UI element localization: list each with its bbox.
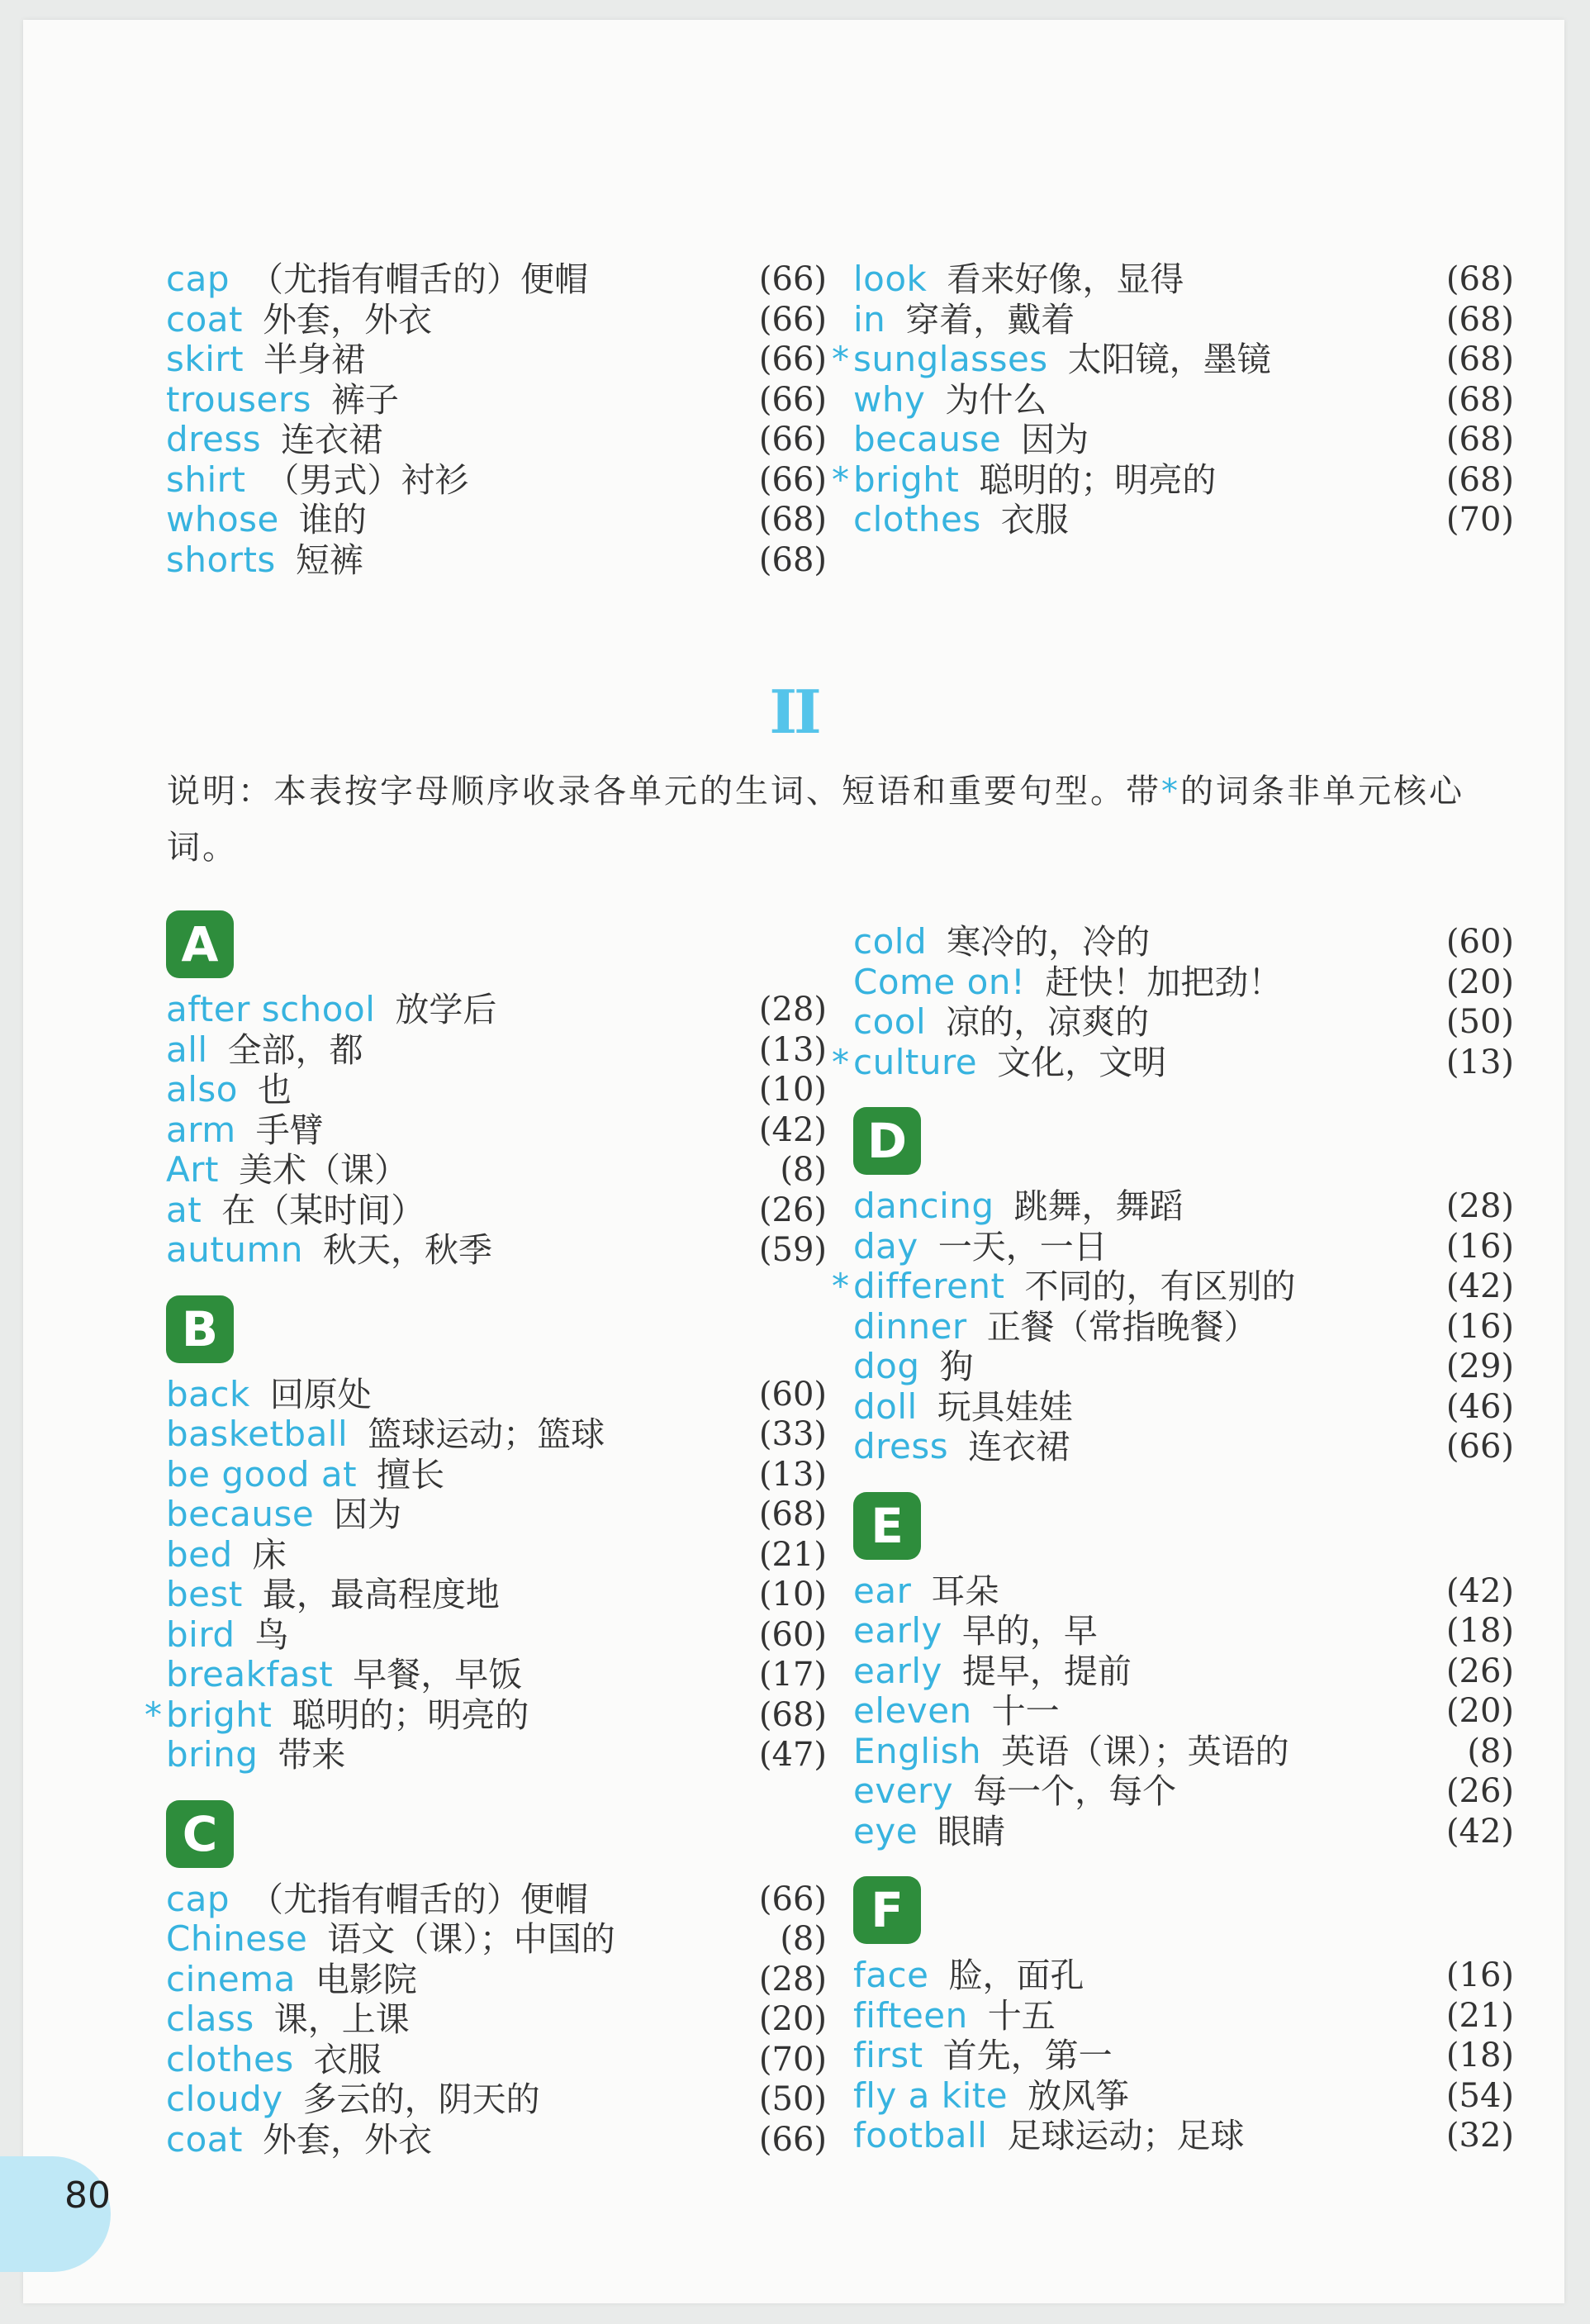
chinese-meaning: 聪明的；明亮的 [292,1694,529,1735]
page-ref: (68) [1445,260,1514,298]
page-ref: (66) [758,2120,827,2159]
chinese-meaning: 聪明的；明亮的 [979,459,1217,500]
english-term: bed [166,1533,233,1575]
note-text-before: 说明：本表按字母顺序收录各单元的生词、短语和重要句型。带 [167,772,1161,810]
english-term: bring [166,1734,259,1775]
page-ref: (8) [780,1151,827,1189]
letter-badge: F [853,1876,921,1944]
page-ref: (70) [758,2040,827,2079]
page-ref: (46) [1445,1387,1514,1426]
entry-row [166,1495,827,1535]
chinese-meaning: 十一 [991,1691,1060,1731]
chinese-meaning: 凉的，凉爽的 [946,1002,1150,1042]
english-term: dress [853,1426,949,1466]
page-ref: (68) [1445,340,1514,378]
entry-row [166,1615,827,1656]
page-ref: (59) [758,1231,827,1269]
page-ref: (18) [1445,1612,1514,1650]
entry-row [166,380,827,421]
english-term: sunglasses [853,339,1048,379]
english-term: Come on! [853,961,1026,1002]
section-gap [853,1467,1514,1492]
english-term: English [853,1730,982,1771]
entry-row [166,1375,827,1415]
letter-badge: C [166,1800,234,1868]
chinese-meaning: 床 [252,1534,287,1575]
entry-row [166,1960,827,2000]
chinese-meaning: （尤指有帽舌的）便帽 [249,259,588,299]
chinese-meaning: （男式）衬衫 [265,459,469,500]
english-term: dinner [853,1305,967,1347]
page-ref: (21) [758,1535,827,1574]
note-asterisk: * [1161,772,1180,810]
english-term: bright [166,1694,273,1735]
page-ref: (16) [1445,1227,1514,1266]
english-term: cool [853,1001,927,1042]
chinese-meaning: 十五 [987,1995,1056,2036]
english-term: after school [166,989,376,1029]
english-term: whose [166,499,279,539]
chinese-meaning: 连衣裙 [968,1427,1070,1466]
english-term: doll [853,1385,918,1427]
page-number: 80 [64,2174,111,2217]
page-ref: (68) [1445,421,1514,459]
english-term: because [166,1494,315,1534]
chinese-meaning: 足球运动；足球 [1007,2116,1245,2155]
english-term: be good at [166,1453,358,1495]
english-term: every [853,1770,954,1811]
page-ref: (26) [758,1191,827,1229]
english-term: coat [166,2118,243,2160]
english-term: first [853,2035,923,2075]
english-term: cinema [166,1958,296,1999]
english-term: dancing [853,1186,994,1226]
page-ref: (26) [1445,1772,1514,1810]
letter-badge: B [166,1295,234,1363]
page-ref: (32) [1445,2117,1514,2155]
page-ref: (60) [758,1375,827,1414]
english-term: day [853,1225,918,1267]
page-ref: (13) [1445,1043,1514,1081]
page-ref: (20) [758,2000,827,2038]
entry-row [166,420,827,460]
section-gap [166,1775,827,1800]
entry-row [166,1880,827,1920]
page-ref: (21) [1445,1996,1514,2035]
letter-badge: E [853,1492,921,1560]
entry-row [853,380,1514,421]
entry-row [853,1996,1514,2036]
page-ref: (42) [1445,1571,1514,1610]
chinese-meaning: 耳朵 [931,1571,999,1611]
english-term: arm [166,1109,236,1150]
entry-row [166,1030,827,1071]
page-ref: (66) [758,421,827,459]
entry-row [166,540,827,581]
page-ref: (66) [758,300,827,339]
chinese-meaning: 回原处 [269,1374,372,1414]
english-term: Chinese [166,1918,308,1959]
entry-row [166,1575,827,1615]
chinese-meaning: 脸，面孔 [948,1956,1085,1995]
chinese-meaning: 首先，第一 [942,2036,1113,2075]
entry-row [853,1307,1514,1347]
page-ref: (10) [758,1071,827,1109]
entry-row [853,1691,1514,1732]
section-gap [853,1851,1514,1876]
page-ref: (13) [758,1455,827,1494]
entry-row [166,2079,827,2120]
top-right-column [832,259,1514,540]
english-term: fly a kite [853,2074,1009,2116]
page-ref: (42) [758,1110,827,1149]
entry-row [853,1611,1514,1652]
letter-badge: A [166,910,234,978]
page-ref: (29) [1445,1347,1514,1385]
page-ref: (70) [1445,501,1514,539]
chinese-meaning: 狗 [939,1347,974,1386]
page-ref: (66) [758,340,827,378]
entry-row [166,2040,827,2080]
entry-row [853,1652,1514,1692]
page-ref: (18) [1445,2036,1514,2074]
english-term: coat [166,298,243,340]
chinese-meaning: 鸟 [254,1614,289,1655]
page-ref: (28) [758,991,827,1029]
page-ref: (50) [758,2080,827,2118]
english-term: class [166,1998,254,2039]
english-term: culture [853,1041,978,1082]
chinese-meaning: 眼睛 [937,1811,1006,1851]
chinese-meaning: 手臂 [255,1110,324,1150]
english-term: because [853,419,1002,459]
entry-row [853,1956,1514,1996]
lower-right-column [832,921,1514,2156]
entry-row [853,2116,1514,2156]
entry-row [166,1414,827,1455]
chinese-meaning: 语文（课）；中国的 [327,1919,615,1959]
page-ref: (68) [758,540,827,579]
page-ref: (13) [758,1030,827,1069]
chinese-meaning: 裤子 [331,379,399,420]
page-ref: (16) [1445,1956,1514,1994]
entry-row [853,300,1514,340]
english-term: at [166,1189,202,1230]
chinese-meaning: 不同的，有区别的 [1024,1267,1296,1306]
chinese-meaning: 在（某时间） [221,1190,425,1230]
english-term: ear [853,1570,912,1611]
chinese-meaning: 课，上课 [273,1999,410,2039]
section-numeral: II [769,677,819,747]
chinese-meaning: 提早，提前 [961,1651,1132,1691]
english-term: eye [853,1810,918,1851]
page-ref: (66) [758,260,827,298]
english-term: bright [853,459,960,500]
chinese-meaning: 外套，外衣 [263,2119,432,2160]
entry-row [166,1655,827,1695]
chinese-meaning: 太阳镜，墨镜 [1067,340,1271,379]
asterisk-mark: * [832,339,849,379]
english-term: shorts [166,539,276,580]
english-term: cloudy [166,2079,283,2119]
english-term: in [853,298,886,340]
top-left-column [166,259,827,580]
chinese-meaning: 因为 [1021,420,1089,459]
english-term: back [166,1373,250,1414]
english-term: face [853,1955,929,1995]
entry-row [853,962,1514,1003]
page-ref: (66) [758,380,827,419]
chinese-meaning: 寒冷的，冷的 [947,922,1151,962]
chinese-meaning: 早餐，早饭 [353,1655,523,1694]
entry-row [166,1535,827,1575]
chinese-meaning: 短裤 [295,539,363,580]
chinese-meaning: 连衣裙 [281,420,383,459]
english-term: skirt [166,339,244,379]
chinese-meaning: 衣服 [1000,500,1069,539]
entry-row [166,259,827,300]
entry-row [166,340,827,380]
entry-row [853,1387,1514,1428]
chinese-meaning: 正餐（常指晚餐） [986,1306,1258,1347]
english-term: look [853,259,928,299]
entry-row [832,339,1514,380]
page-ref: (68) [758,1495,827,1533]
entry-row [853,1002,1514,1043]
chinese-meaning: 英语（课）；英语的 [1001,1731,1289,1771]
entry-row [166,1191,827,1231]
entry-row [853,2036,1514,2076]
page-ref: (68) [1445,380,1514,419]
chinese-meaning: 半身裙 [263,340,366,379]
entry-row [832,1266,1514,1307]
english-term: autumn [166,1229,303,1270]
page-ref: (16) [1445,1307,1514,1346]
chinese-meaning: 赶快！加把劲！ [1045,962,1283,1002]
english-term: dress [166,419,262,459]
asterisk-mark: * [832,1041,849,1082]
english-term: basketball [166,1414,349,1454]
note-text-after: 的词条非单元核心词。 [167,772,1464,867]
english-term: football [853,2115,988,2155]
entry-row [853,259,1514,300]
english-term: clothes [166,2038,294,2079]
chinese-meaning: 最，最高程度地 [262,1575,500,1614]
entry-row [166,1150,827,1191]
entry-row [166,460,827,501]
entry-row [166,990,827,1030]
english-term: why [853,378,926,420]
chinese-meaning: 穿着，戴着 [905,299,1075,340]
asterisk-mark: * [145,1694,162,1735]
english-term: bird [166,1613,235,1655]
page-ref: (8) [780,1920,827,1958]
entry-row [853,1347,1514,1387]
asterisk-mark: * [832,1266,849,1306]
chinese-meaning: 秋天，秋季 [322,1230,492,1270]
lower-left-column [145,910,827,2160]
english-term: cap [166,1878,230,1919]
chinese-meaning: 带来 [278,1735,346,1775]
entry-row [832,459,1514,501]
note [167,763,1521,876]
english-term: fifteen [853,1994,968,2036]
chinese-meaning: 外套，外衣 [263,299,432,340]
chinese-meaning: 每一个，每个 [973,1771,1177,1811]
chinese-meaning: 跳舞，舞蹈 [1013,1186,1184,1226]
page-ref: (20) [1445,962,1514,1001]
chinese-meaning: 电影院 [315,1959,417,1999]
section-gap [166,1271,827,1295]
entry-row [166,1110,827,1151]
chinese-meaning: （尤指有帽舌的）便帽 [249,1879,588,1919]
entry-row [853,420,1514,460]
chinese-meaning: 为什么 [945,379,1047,420]
chinese-meaning: 谁的 [298,500,367,539]
entry-row [145,1694,827,1736]
page-ref: (42) [1445,1812,1514,1851]
chinese-meaning: 全部，都 [227,1029,363,1070]
entry-row [166,1919,827,1960]
entry-row [166,500,827,540]
chinese-meaning: 文化，文明 [997,1042,1167,1082]
asterisk-mark: * [832,459,849,500]
entry-row [166,1070,827,1110]
entry-row [853,1571,1514,1612]
entry-row [853,922,1514,962]
page-ref: (10) [758,1575,827,1613]
page-ref: (33) [758,1415,827,1453]
page-ref: (66) [1445,1428,1514,1466]
chinese-meaning: 美术（课） [238,1150,408,1190]
page-ref: (54) [1445,2076,1514,2115]
letter-badge: D [853,1107,921,1175]
entry-row [853,1186,1514,1227]
entry-row [166,2120,827,2160]
page-ref: (68) [1445,460,1514,499]
chinese-meaning: 放学后 [395,990,497,1029]
english-term: shirt [166,459,246,500]
section-gap [853,1082,1514,1107]
english-term: trousers [166,378,311,420]
page [23,20,1564,2303]
chinese-meaning: 因为 [334,1495,402,1534]
entry-row [853,1812,1514,1852]
entry-row [166,1735,827,1775]
page-ref: (66) [758,1880,827,1918]
entry-row [166,1230,827,1271]
english-term: best [166,1574,243,1614]
entry-row [166,1999,827,2040]
english-term: also [166,1069,238,1110]
english-term: breakfast [166,1654,334,1694]
english-term: early [853,1610,942,1651]
page-ref: (68) [758,501,827,539]
entry-row [853,1427,1514,1467]
entry-row [853,2076,1514,2117]
english-term: different [853,1266,1005,1306]
page-ref: (20) [1445,1692,1514,1730]
page-ref: (68) [1445,300,1514,339]
entry-row [166,1455,827,1495]
page-ref: (68) [758,1695,827,1734]
chinese-meaning: 多云的，阴天的 [302,2079,540,2119]
english-term: early [853,1650,942,1691]
english-term: dog [853,1346,920,1386]
entry-row [832,1041,1514,1083]
entry-row [166,300,827,340]
chinese-meaning: 衣服 [313,2039,382,2079]
english-term: cap [166,259,230,299]
chinese-meaning: 早的，早 [961,1611,1098,1651]
chinese-meaning: 也 [257,1070,292,1110]
entry-row [853,1771,1514,1812]
page-ref: (17) [758,1656,827,1694]
page-ref: (42) [1445,1267,1514,1305]
english-term: cold [853,921,928,962]
page-ref: (28) [758,1960,827,1998]
chinese-meaning: 玩具娃娃 [937,1386,1073,1427]
page-ref: (50) [1445,1003,1514,1041]
page-ref: (47) [758,1736,827,1774]
page-ref: (28) [1445,1187,1514,1225]
english-term: all [166,1029,208,1070]
page-ref: (26) [1445,1652,1514,1690]
entry-row [853,500,1514,540]
chinese-meaning: 一天，一日 [937,1226,1108,1267]
english-term: Art [166,1149,219,1190]
entry-row [853,1227,1514,1267]
chinese-meaning: 擅长 [377,1454,445,1495]
page-ref: (60) [758,1615,827,1654]
page-ref: (60) [1445,923,1514,961]
page-ref: (66) [758,460,827,499]
chinese-meaning: 篮球运动；篮球 [368,1414,605,1454]
entry-row [853,1732,1514,1772]
english-term: eleven [853,1690,972,1731]
chinese-meaning: 放风筝 [1028,2075,1130,2116]
english-term: clothes [853,499,981,539]
chinese-meaning: 看来好像，显得 [947,259,1184,299]
page-ref: (8) [1467,1732,1514,1770]
